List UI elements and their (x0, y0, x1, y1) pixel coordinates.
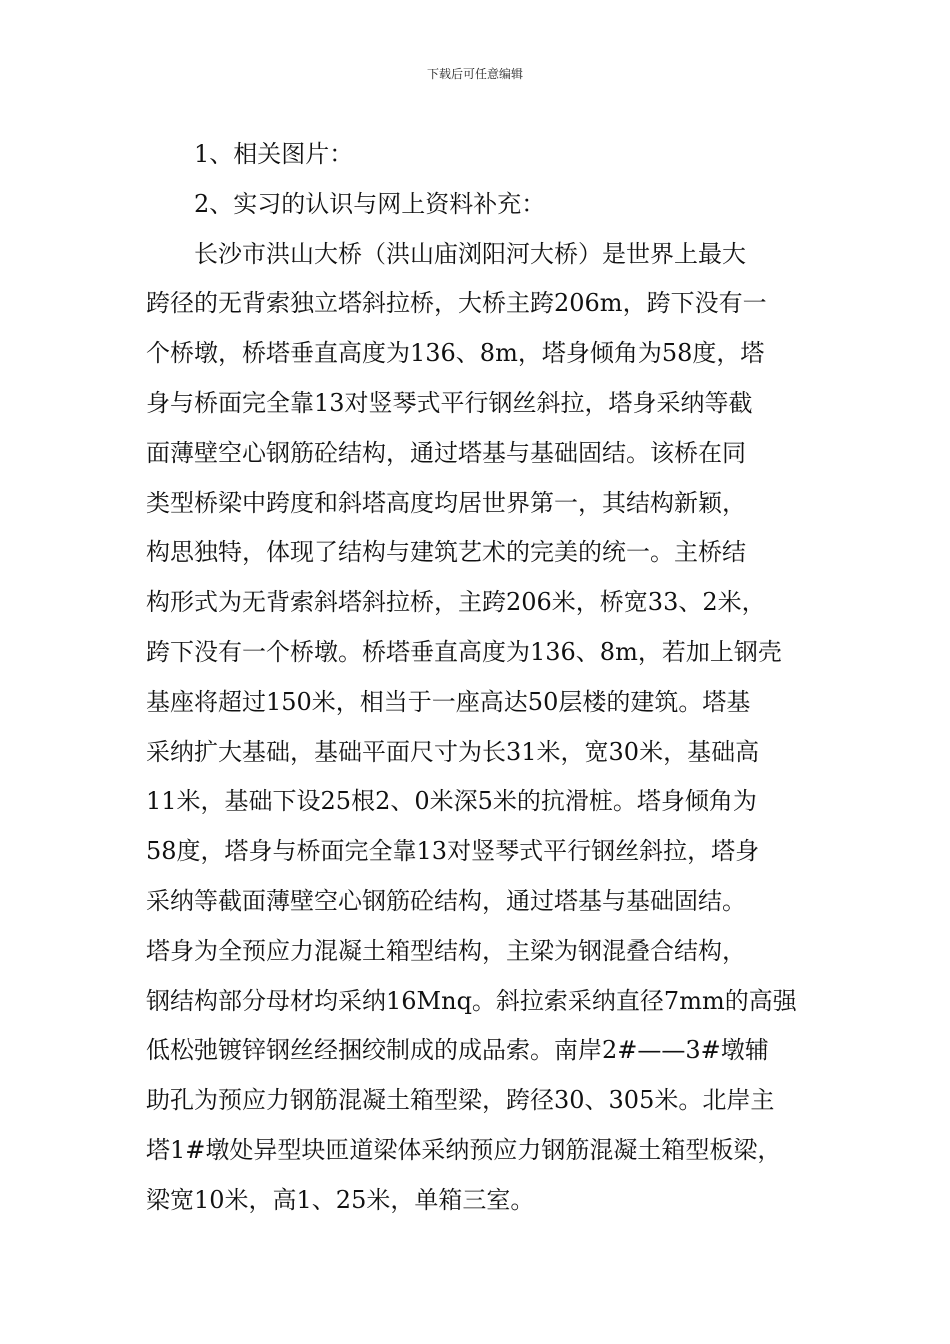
section-heading-1: 1、相关图片： (194, 140, 354, 168)
paragraph-line: 个桥墩，桥塔垂直高度为136、8m，塔身倾角为58度，塔 (146, 339, 765, 368)
paragraph-line: 钢结构部分母材均采纳16Mnq。斜拉索采纳直径7mm的高强 (146, 986, 797, 1015)
paragraph-line: 采纳等截面薄壁空心钢筋砼结构，通过塔基与基础固结。 (146, 886, 746, 915)
paragraph-line: 面薄壁空心钢筋砼结构，通过塔基与基础固结。该桥在同 (146, 438, 746, 467)
paragraph-line: 跨下没有一个桥墩。桥塔垂直高度为136、8m，若加上钢壳 (146, 637, 782, 666)
paragraph-line: 58度，塔身与桥面完全靠13对竖琴式平行钢丝斜拉，塔身 (146, 837, 760, 866)
paragraph-line: 11米，基础下设25根2、0米深5米的抗滑桩。塔身倾角为 (146, 787, 757, 816)
section-heading-2: 2、实习的认识与网上资料补充： (194, 189, 546, 218)
paragraph-line: 构思独特，体现了结构与建筑艺术的完美的统一。主桥结 (146, 538, 746, 567)
paragraph-line: 类型桥梁中跨度和斜塔高度均居世界第一，其结构新颖， (146, 488, 746, 517)
paragraph-line: 采纳扩大基础，基础平面尺寸为长31米，宽30米，基础高 (146, 737, 760, 766)
paragraph-line: 塔1#墩处异型块匝道梁体采纳预应力钢筋混凝土箱型板梁， (146, 1135, 782, 1164)
paragraph-line: 身与桥面完全靠13对竖琴式平行钢丝斜拉，塔身采纳等截 (146, 388, 753, 417)
paragraph-line: 构形式为无背索斜塔斜拉桥，主跨206米，桥宽33、2米， (146, 588, 766, 617)
paragraph-line: 基座将超过150米，相当于一座高达50层楼的建筑。塔基 (146, 687, 751, 716)
paragraph-line: 塔身为全预应力混凝土箱型结构，主梁为钢混叠合结构， (146, 936, 746, 965)
paragraph-line: 低松弛镀锌钢丝经捆绞制成的成品索。南岸2#——3#墩辅 (146, 1036, 769, 1065)
page-header: 下载后可任意编辑 (426, 67, 523, 81)
document-body (146, 130, 818, 1226)
paragraph-line: 跨径的无背索独立塔斜拉桥，大桥主跨206m，跨下没有一 (146, 289, 767, 318)
paragraph-line: 助孔为预应力钢筋混凝土箱型梁，跨径30、305米。北岸主 (146, 1086, 775, 1115)
paragraph-line: 长沙市洪山大桥（洪山庙浏阳河大桥）是世界上最大 (194, 239, 746, 268)
paragraph-line: 梁宽10米，高1、25米，单箱三室。 (146, 1185, 535, 1214)
